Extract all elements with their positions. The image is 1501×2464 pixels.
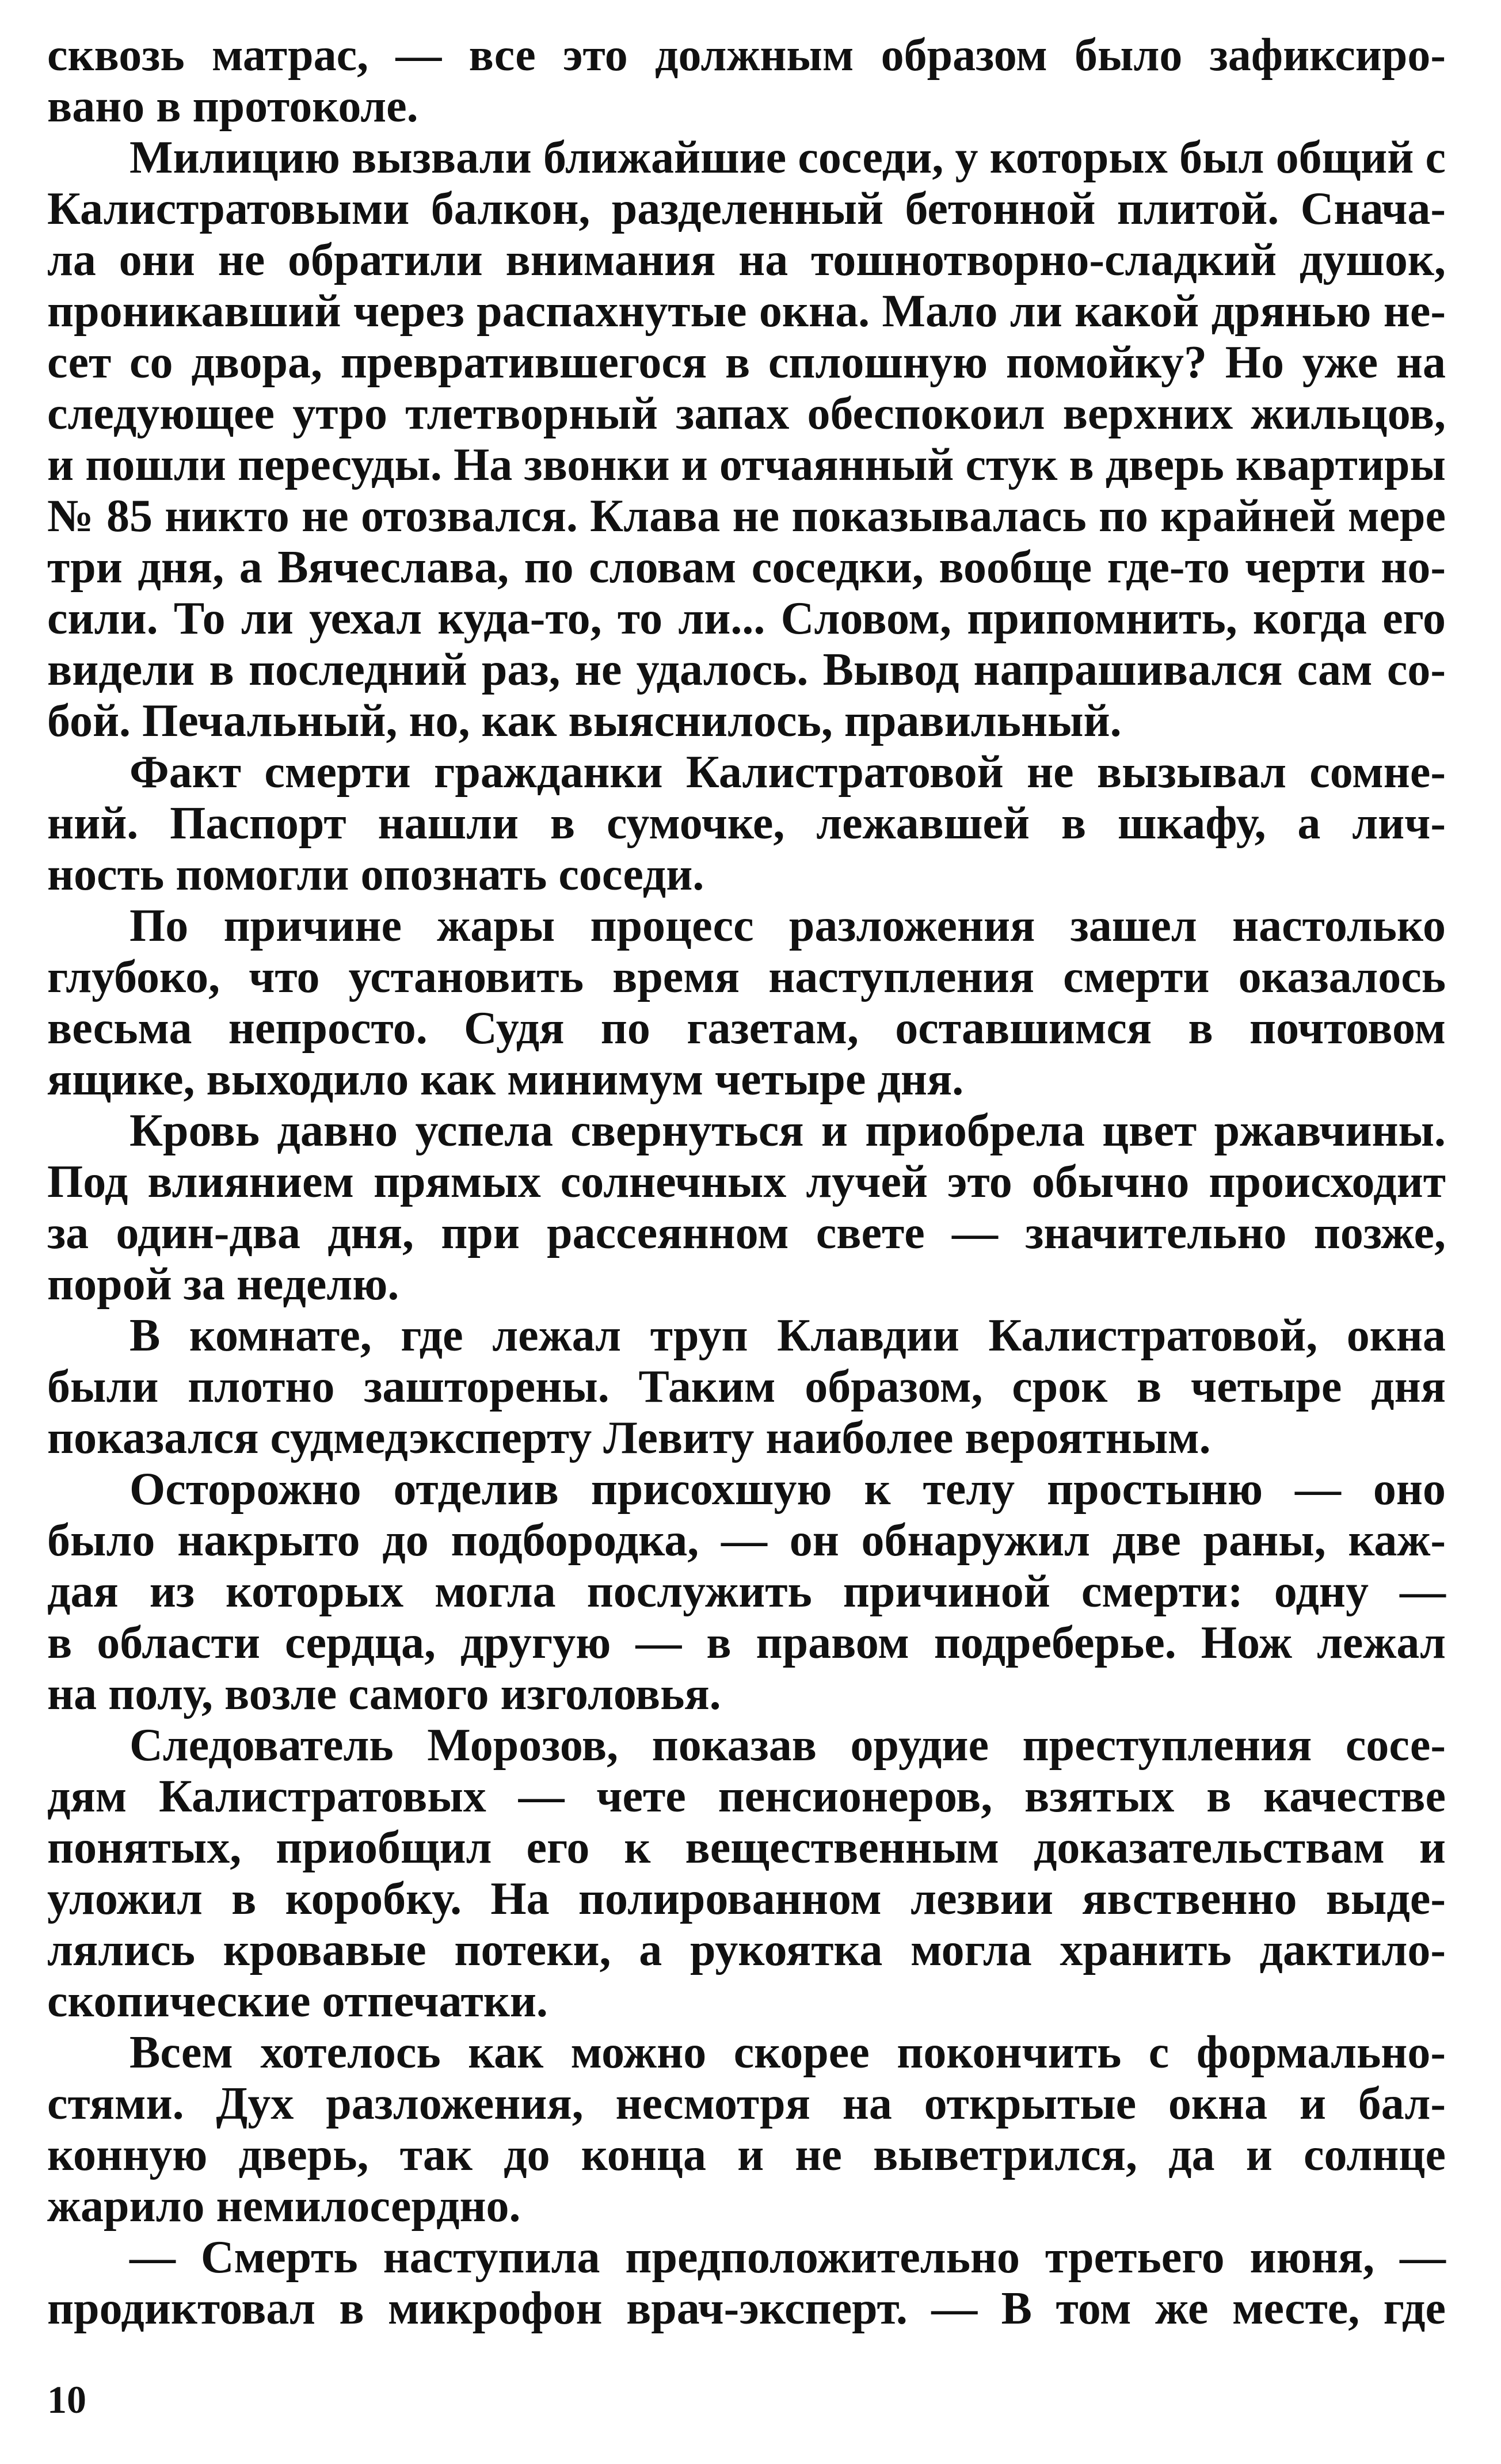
text-line: порой за неделю.	[47, 1259, 399, 1310]
text-line: конную дверь, так до конца и не выветрился, да и солнце	[47, 2130, 1446, 2180]
text-line: жарило немилосердно.	[47, 2181, 521, 2232]
text-line: ящике, выходило как минимум четыре дня.	[47, 1054, 964, 1105]
text-line: три дня, а Вячеслава, по словам соседки, вообще где-то черти но-	[47, 542, 1446, 593]
text-line: Калистратовыми балкон, разделенный бетонной плитой. Снача-	[47, 184, 1446, 234]
text-line: понятых, приобщил его к вещественным доказательствам и	[47, 1822, 1446, 1873]
page-number: 10	[47, 2378, 86, 2421]
text-line: В комнате, где лежал труп Клавдии Калистратовой, окна	[129, 1310, 1446, 1361]
text-line: Осторожно отделив присохшую к телу простыню — оно	[129, 1464, 1446, 1515]
text-line: за один-два дня, при рассеянном свете — значительно позже,	[47, 1208, 1446, 1258]
text-line: — Смерть наступила предположительно третьего июня, —	[129, 2232, 1446, 2283]
text-line: бой. Печальный, но, как выяснилось, правильный.	[47, 696, 1122, 746]
text-line: Кровь давно успела свернуться и приобрела цвет ржавчины.	[129, 1105, 1446, 1156]
text-line: дая из которых могла послужить причиной смерти: одну —	[47, 1566, 1446, 1617]
text-line: № 85 никто не отозвался. Клава не показывалась по крайней мере	[47, 491, 1446, 541]
body-text	[47, 30, 1446, 2335]
text-line: Следователь Морозов, показав орудие преступления сосе-	[129, 1720, 1446, 1771]
text-line: проникавший через распахнутые окна. Мало ли какой дрянью не-	[47, 286, 1446, 337]
text-line: стями. Дух разложения, несмотря на открытые окна и бал-	[47, 2078, 1446, 2129]
text-line: сили. То ли уехал куда-то, то ли... Словом, припомнить, когда его	[47, 593, 1446, 644]
text-line: Факт смерти гражданки Калистратовой не вызывал сомне-	[129, 747, 1446, 798]
text-line: следующее утро тлетворный запах обеспокоил верхних жильцов,	[47, 388, 1446, 439]
text-line: дям Калистратовых — чете пенсионеров, взятых в качестве	[47, 1771, 1446, 1822]
text-line: на полу, возле самого изголовья.	[47, 1669, 721, 1719]
text-line: было накрыто до подбородка, — он обнаружил две раны, каж-	[47, 1515, 1446, 1566]
text-line: ность помогли опознать соседи.	[47, 849, 704, 900]
text-line: ний. Паспорт нашли в сумочке, лежавшей в шкафу, а лич-	[47, 798, 1446, 849]
text-line: Всем хотелось как можно скорее покончить с формально-	[129, 2027, 1446, 2078]
text-line: лялись кровавые потеки, а рукоятка могла хранить дактило-	[47, 1925, 1446, 1975]
text-line: скопические отпечатки.	[47, 1976, 548, 2027]
text-line: Под влиянием прямых солнечных лучей это обычно происходит	[47, 1157, 1446, 1207]
text-line: и пошли пересуды. На звонки и отчаянный стук в дверь квартиры	[47, 440, 1446, 490]
text-line: ла они не обратили внимания на тошнотворно-сладкий душок,	[47, 235, 1446, 285]
text-line: весьма непросто. Судя по газетам, оставшимся в почтовом	[47, 1003, 1446, 1054]
text-line: были плотно зашторены. Таким образом, срок в четыре дня	[47, 1361, 1446, 1412]
text-line: показался судмедэксперту Левиту наиболее вероятным.	[47, 1413, 1211, 1463]
text-line: сет со двора, превратившегося в сплошную помойку? Но уже на	[47, 337, 1446, 388]
text-line: глубоко, что установить время наступления смерти оказалось	[47, 952, 1446, 1002]
text-line: продиктовал в микрофон врач-эксперт. — В том же месте, где	[47, 2283, 1446, 2334]
text-line: По причине жары процесс разложения зашел настолько	[129, 901, 1446, 951]
text-line: в области сердца, другую — в правом подреберье. Нож лежал	[47, 1618, 1446, 1668]
text-line: вано в протоколе.	[47, 81, 418, 132]
text-line: сквозь матрас, — все это должным образом было зафиксиро-	[47, 30, 1446, 81]
text-line: уложил в коробку. На полированном лезвии явственно выде-	[47, 1874, 1446, 1924]
text-line: видели в последний раз, не удалось. Вывод напрашивался сам со-	[47, 644, 1446, 695]
text-line: Милицию вызвали ближайшие соседи, у которых был общий с	[129, 132, 1446, 183]
